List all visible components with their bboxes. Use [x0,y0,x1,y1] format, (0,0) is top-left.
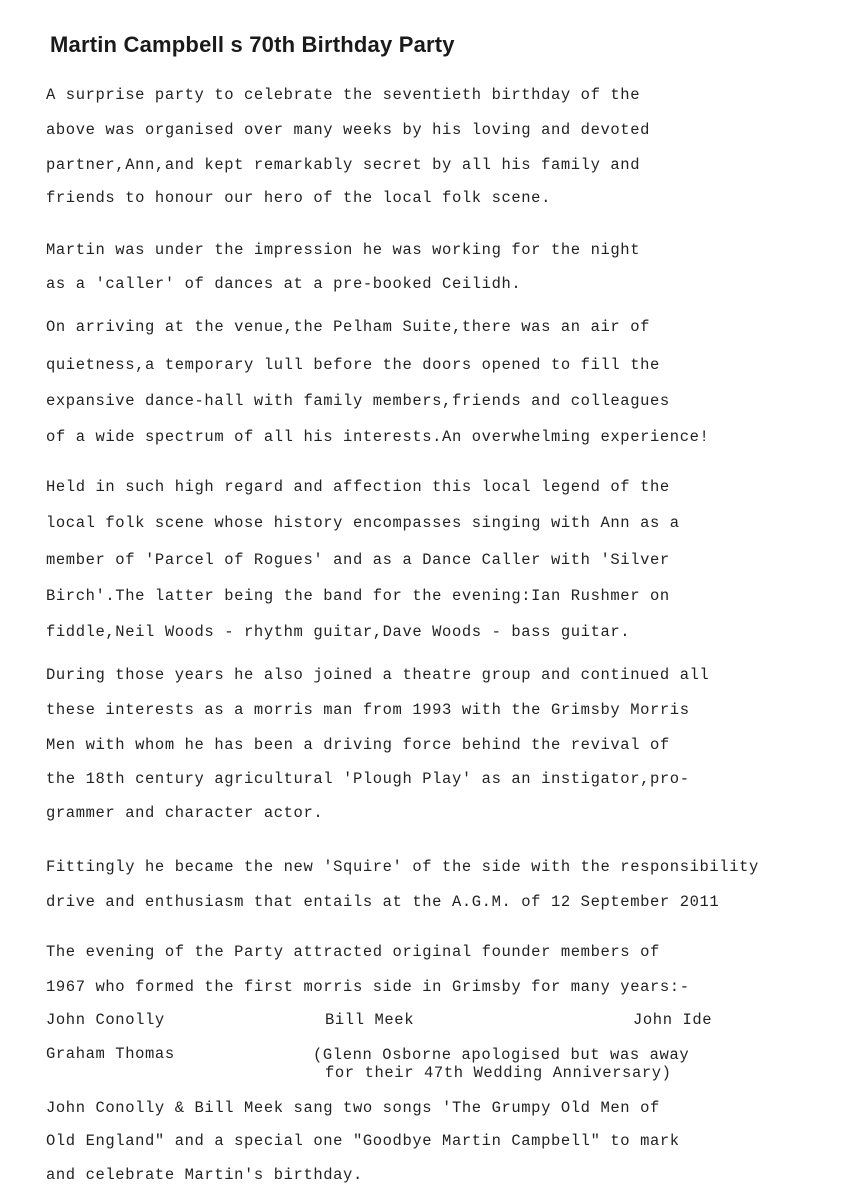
text-line: grammer and character actor. [46,804,324,822]
member-name: Graham Thomas [46,1045,175,1063]
text-line: the 18th century agricultural 'Plough Play' as an instigator,pro- [46,770,690,788]
text-line: Birch'.The latter being the band for the evening:Ian Rushmer on [46,587,670,605]
text-line: 1967 who formed the first morris side in Grimsby for many years:- [46,978,690,996]
text-line: Martin was under the impression he was working for the night [46,241,641,259]
text-line: above was organised over many weeks by his loving and devoted [46,121,650,139]
text-line: fiddle,Neil Woods - rhythm guitar,Dave Woods - bass guitar. [46,623,631,641]
text-line: On arriving at the venue,the Pelham Suite,there was an air of [46,318,650,336]
text-line: and celebrate Martin's birthday. [46,1166,363,1184]
text-line: drive and enthusiasm that entails at the A.G.M. of 12 September 2011 [46,893,720,911]
text-line: The evening of the Party attracted original founder members of [46,943,660,961]
member-name: John Conolly [46,1011,165,1029]
text-line: John Conolly & Bill Meek sang two songs 'The Grumpy Old Men of [46,1099,660,1117]
text-line: of a wide spectrum of all his interests.An overwhelming experience! [46,428,710,446]
apology-note: for their 47th Wedding Anniversary) [325,1064,672,1082]
text-line: Old England" and a special one "Goodbye Martin Campbell" to mark [46,1132,680,1150]
text-line: expansive dance-hall with family members,friends and colleagues [46,392,670,410]
apology-note: (Glenn Osborne apologised but was away [313,1046,690,1064]
text-line: partner,Ann,and kept remarkably secret by all his family and [46,156,641,174]
text-line: member of 'Parcel of Rogues' and as a Dance Caller with 'Silver [46,551,670,569]
text-line: Held in such high regard and affection this local legend of the [46,478,670,496]
member-name: John Ide [633,1011,713,1029]
document-title: Martin Campbell s 70th Birthday Party [50,32,455,57]
text-line: these interests as a morris man from 1993 with the Grimsby Morris [46,701,690,719]
text-line: Fittingly he became the new 'Squire' of the side with the responsibility [46,858,759,876]
text-line: Men with whom he has been a driving force behind the revival of [46,736,670,754]
text-line: quietness,a temporary lull before the doors opened to fill the [46,356,660,374]
text-line: A surprise party to celebrate the seventieth birthday of the [46,86,641,104]
text-line: as a 'caller' of dances at a pre-booked Ceilidh. [46,275,522,293]
text-line: During those years he also joined a theatre group and continued all [46,666,710,684]
member-name: Bill Meek [325,1011,415,1029]
text-line: local folk scene whose history encompasses singing with Ann as a [46,514,680,532]
text-line: friends to honour our hero of the local folk scene. [46,189,551,207]
